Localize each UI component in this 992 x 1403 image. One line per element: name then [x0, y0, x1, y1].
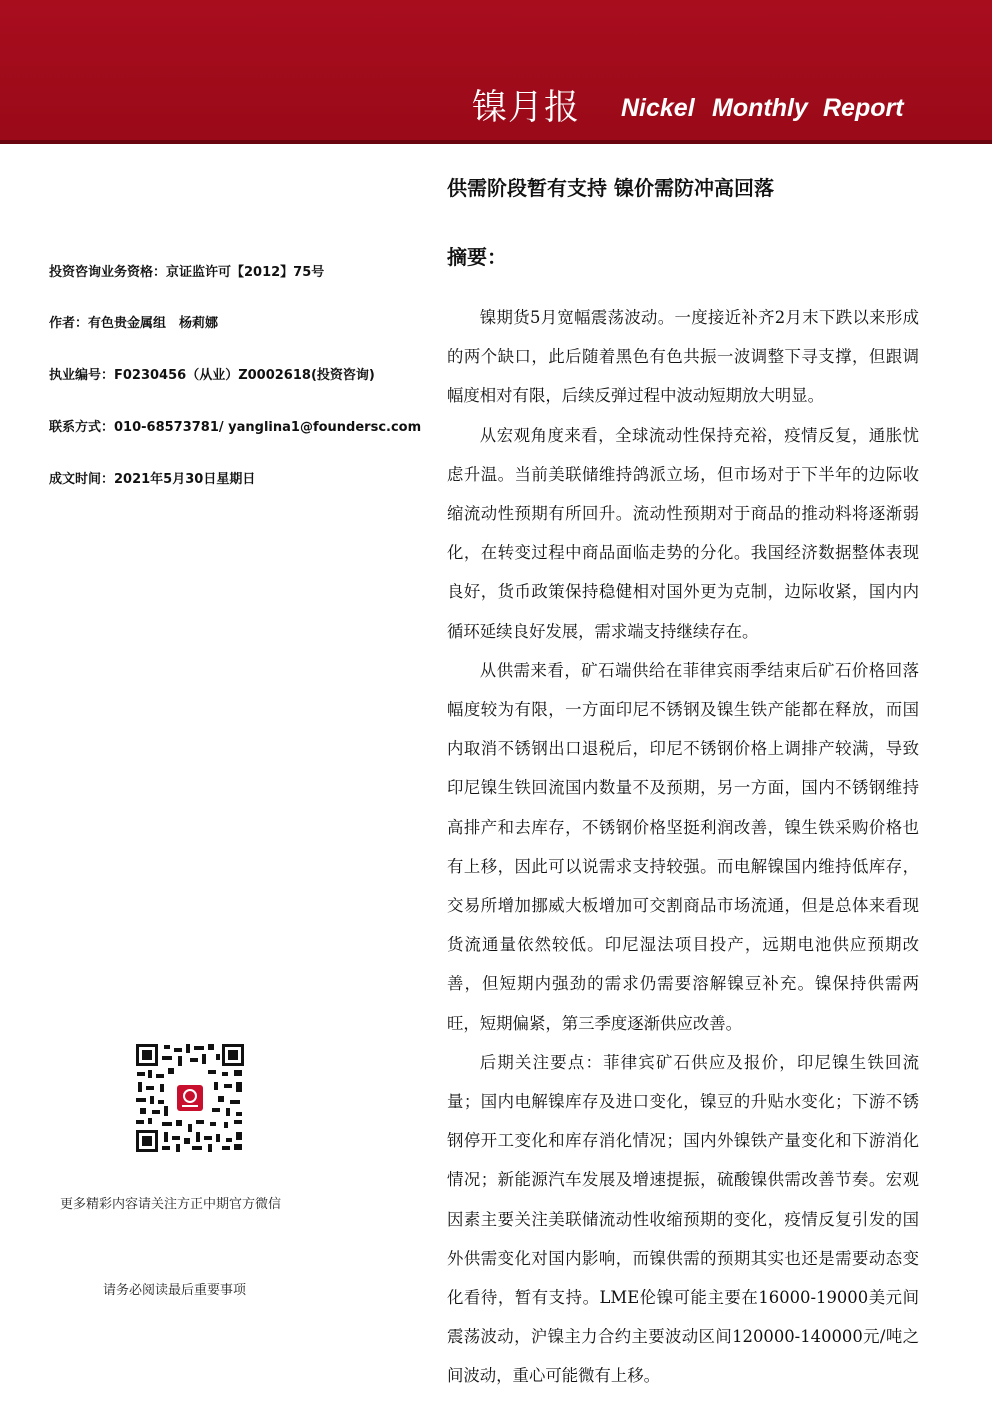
header-divider [0, 140, 992, 144]
report-title-en-monthly: Monthly [712, 94, 808, 122]
abstract-heading: 摘要： [447, 245, 507, 269]
paragraph: 从供需来看，矿石端供给在菲律宾雨季结束后矿石价格回落幅度较为有限，一方面印尼不锈钢及镍生铁产能都在释放，而国内取消不锈钢出口退税后，印尼不锈钢价格上调排产较满，导致印尼镍生铁回流国内数量不及预期，另一方面，国内不锈钢维持高排产和去库存，不锈钢价格坚挺利润改善，镍生铁采购价格也有上移，因此可以说需求支持较强。而电解镍国内维持低库存，交易所增加挪威大板增加可交割商品市场流通，但是总体来看现货流通量依然较低。印尼湿法项目投产，远期电池供应预期改善，但短期内强劲的需求仍需要溶解镍豆补充。镍保持供需两旺，短期偏紧，第三季度逐渐供应改善。 [447, 660, 919, 1033]
paragraph: 从宏观角度来看，全球流动性保持充裕，疫情反复，通胀忧虑升温。当前美联储维持鸽派立场，但市场对于下半年的边际收缩流动性预期有所回升。流动性预期对于商品的推动料将逐渐弱化，在转变过程中商品面临走势的分化。我国经济数据整体表现良好，货币政策保持稳健相对国外更为克制，边际收紧，国内内循环延续良好发展，需求端支持继续存在。 [447, 425, 919, 641]
meta-date: 成文时间：2021年5月30日星期日 [49, 472, 256, 487]
report-title-en-nickel: Nickel [621, 94, 695, 122]
disclaimer-note: 请务必阅读最后重要事项 [103, 1283, 247, 1298]
meta-qualification: 投资咨询业务资格：京证监许可【2012】75号 [49, 265, 325, 280]
report-title-en-report: Report [823, 94, 904, 122]
report-headline: 供需阶段暂有支持 镍价需防冲高回落 [447, 176, 774, 200]
meta-license: 执业编号：F0230456（从业）Z0002618(投资咨询) [49, 368, 375, 383]
qr-caption: 更多精彩内容请关注方正中期官方微信 [60, 1197, 282, 1212]
abstract-body [447, 298, 919, 1396]
meta-contact: 联系方式：010-68573781/ yanglina1@foundersc.com [49, 420, 422, 435]
qr-code-image [134, 1042, 246, 1154]
paragraph: 后期关注要点：菲律宾矿石供应及报价，印尼镍生铁回流量；国内电解镍库存及进口变化，镍豆的升贴水变化；下游不锈钢停开工变化和库存消化情况；国内外镍铁产量变化和下游消化情况；新能源汽车发展及增速提振，硫酸镍供需改善节奏。宏观因素主要关注美联储流动性收缩预期的变化，疫情反复引发的国外供需变化对国内影响，而镍供需的预期其实也还是需要动态变化看待，暂有支持。LME伦镍可能主要在16000-19000美元间震荡波动，沪镍主力合约主要波动区间120000-140000元/吨之间波动，重心可能微有上移。 [447, 1052, 919, 1386]
paragraph: 镍期货5月宽幅震荡波动。一度接近补齐2月末下跌以来形成的两个缺口，此后随着黑色有色共振一波调整下寻支撑，但跟调幅度相对有限，后续反弹过程中波动短期放大明显。 [447, 308, 919, 406]
report-title-cn: 镍月报 [472, 88, 581, 128]
meta-author: 作者：有色贵金属组 杨莉娜 [49, 316, 219, 331]
